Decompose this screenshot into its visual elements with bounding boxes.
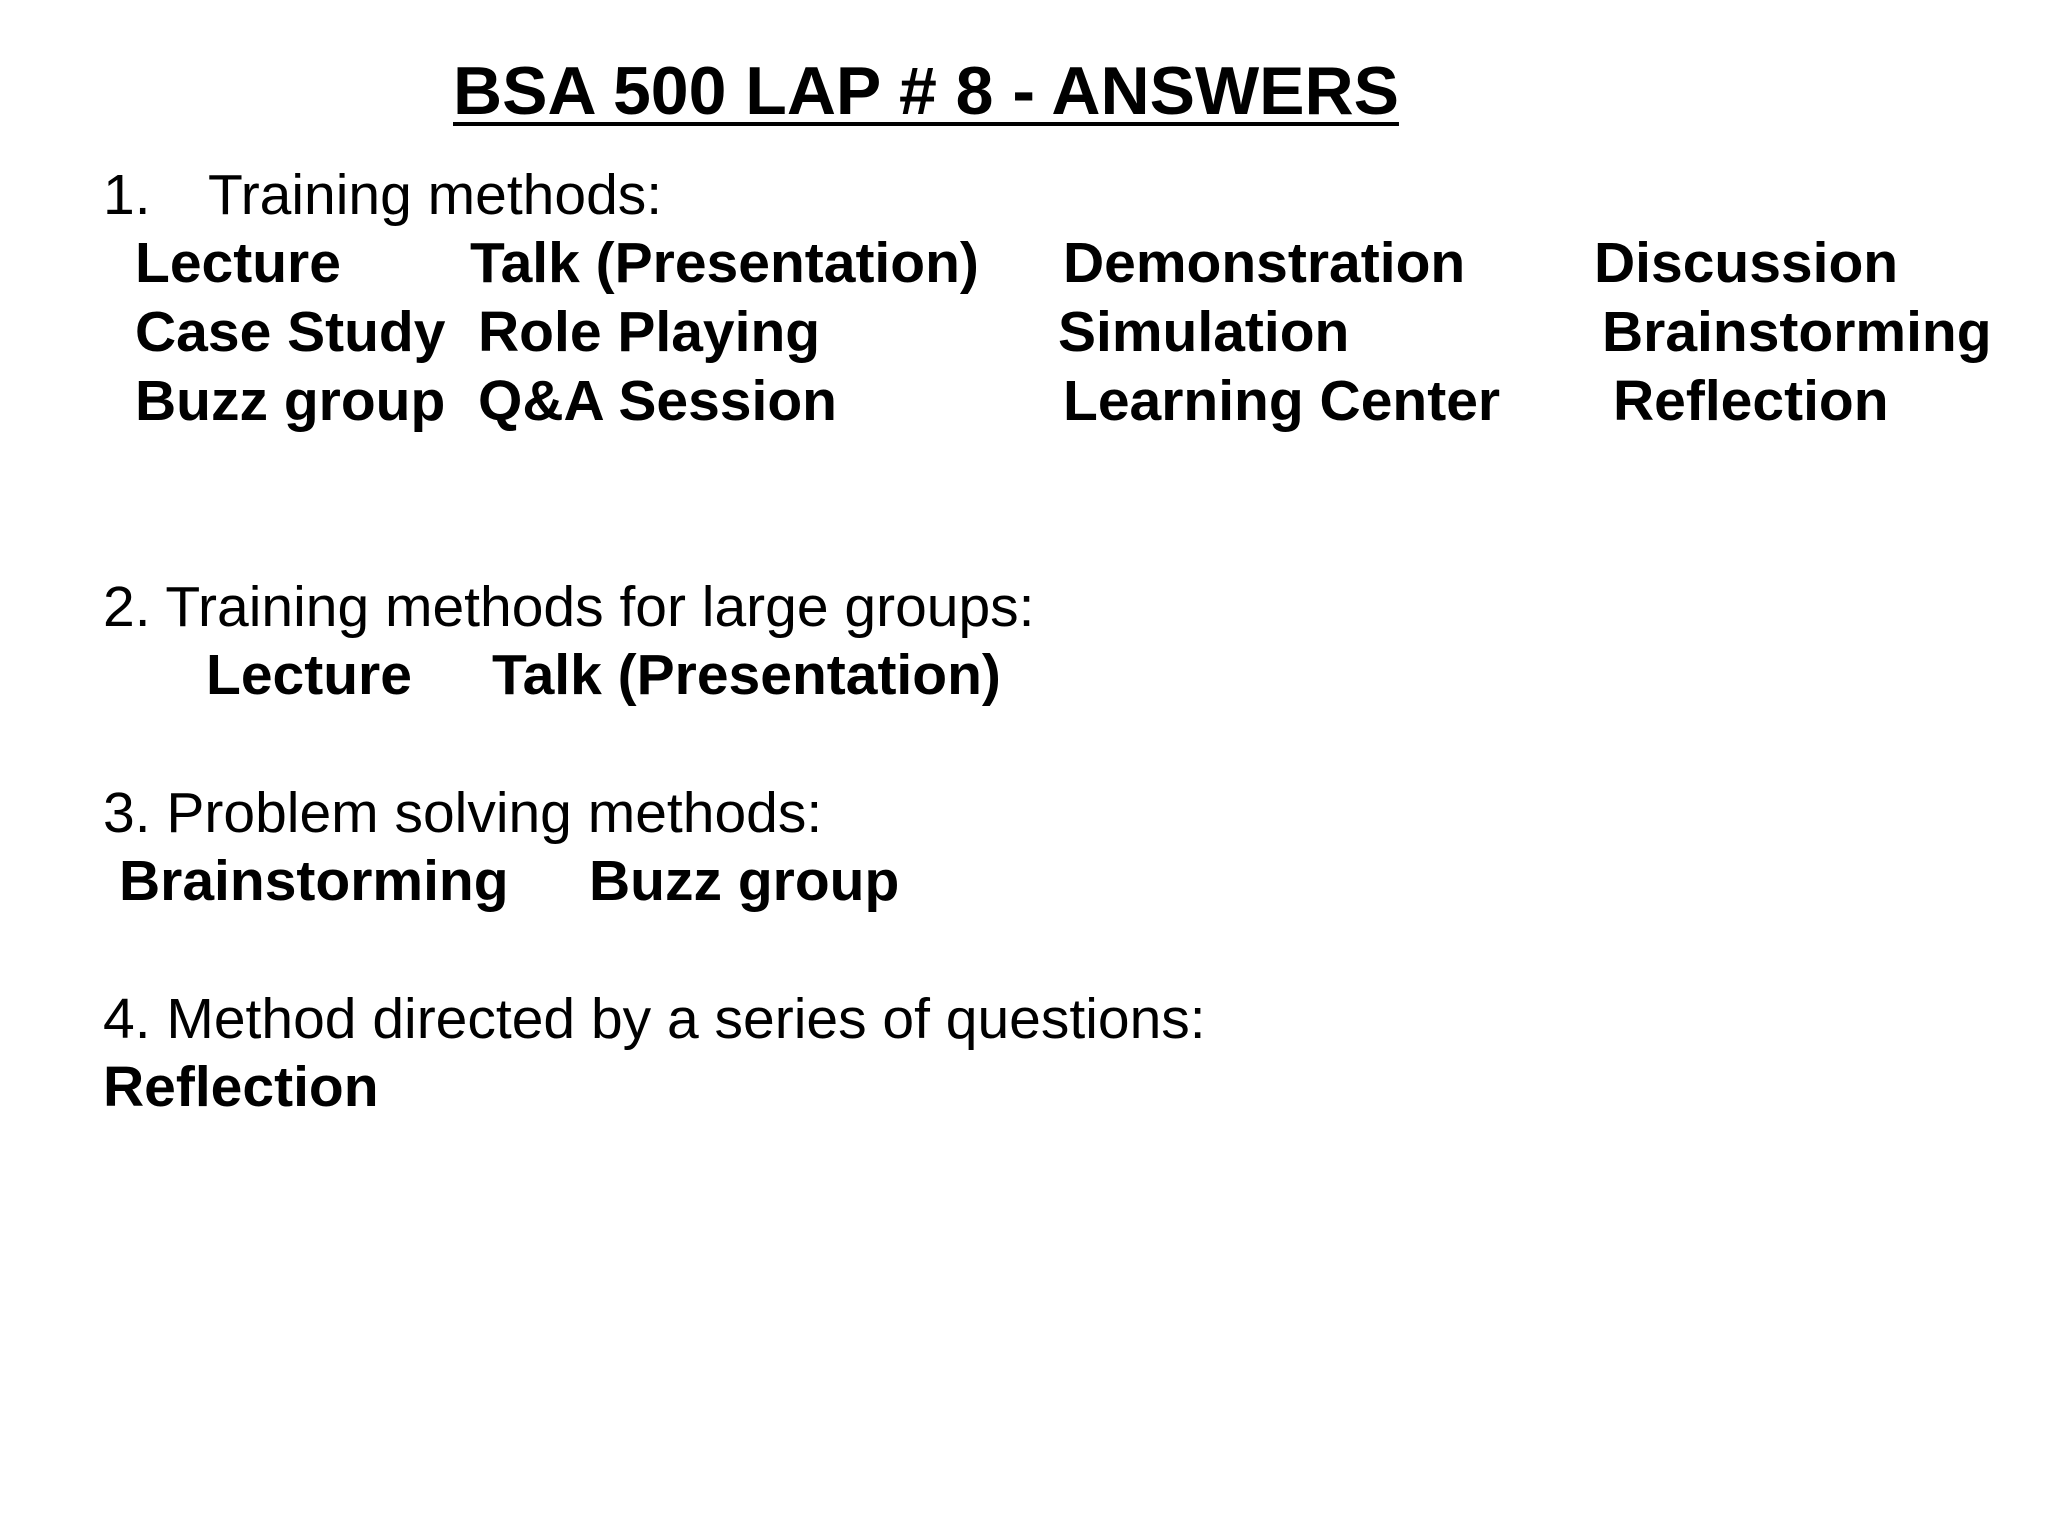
answer-large-groups-talk: Talk (Presentation): [492, 643, 1001, 707]
answer-qa-session: Q&A Session: [478, 369, 837, 433]
question-3-text: 3. Problem solving methods:: [103, 781, 823, 845]
answer-problem-buzz-group: Buzz group: [589, 849, 900, 913]
question-1-number: 1.: [103, 163, 151, 227]
answer-simulation: Simulation: [1058, 300, 1350, 364]
answer-large-groups-lecture: Lecture: [206, 643, 412, 707]
answer-questions-reflection: Reflection: [103, 1055, 379, 1119]
page-title: BSA 500 LAP # 8 - ANSWERS: [453, 53, 1399, 129]
answer-talk-presentation: Talk (Presentation): [470, 231, 979, 295]
answer-buzz-group: Buzz group: [135, 369, 446, 433]
answer-brainstorming: Brainstorming: [1602, 300, 1992, 364]
answer-demonstration: Demonstration: [1063, 231, 1466, 295]
answer-discussion: Discussion: [1594, 231, 1899, 295]
question-2-text: 2. Training methods for large groups:: [103, 575, 1035, 639]
answer-learning-center: Learning Center: [1063, 369, 1501, 433]
answer-reflection: Reflection: [1613, 369, 1889, 433]
answer-role-playing: Role Playing: [478, 300, 821, 364]
answer-case-study: Case Study: [135, 300, 446, 364]
question-4-text: 4. Method directed by a series of questions:: [103, 987, 1206, 1051]
answer-problem-brainstorming: Brainstorming: [119, 849, 509, 913]
answer-lecture: Lecture: [135, 231, 341, 295]
question-1-text: Training methods:: [208, 163, 663, 227]
